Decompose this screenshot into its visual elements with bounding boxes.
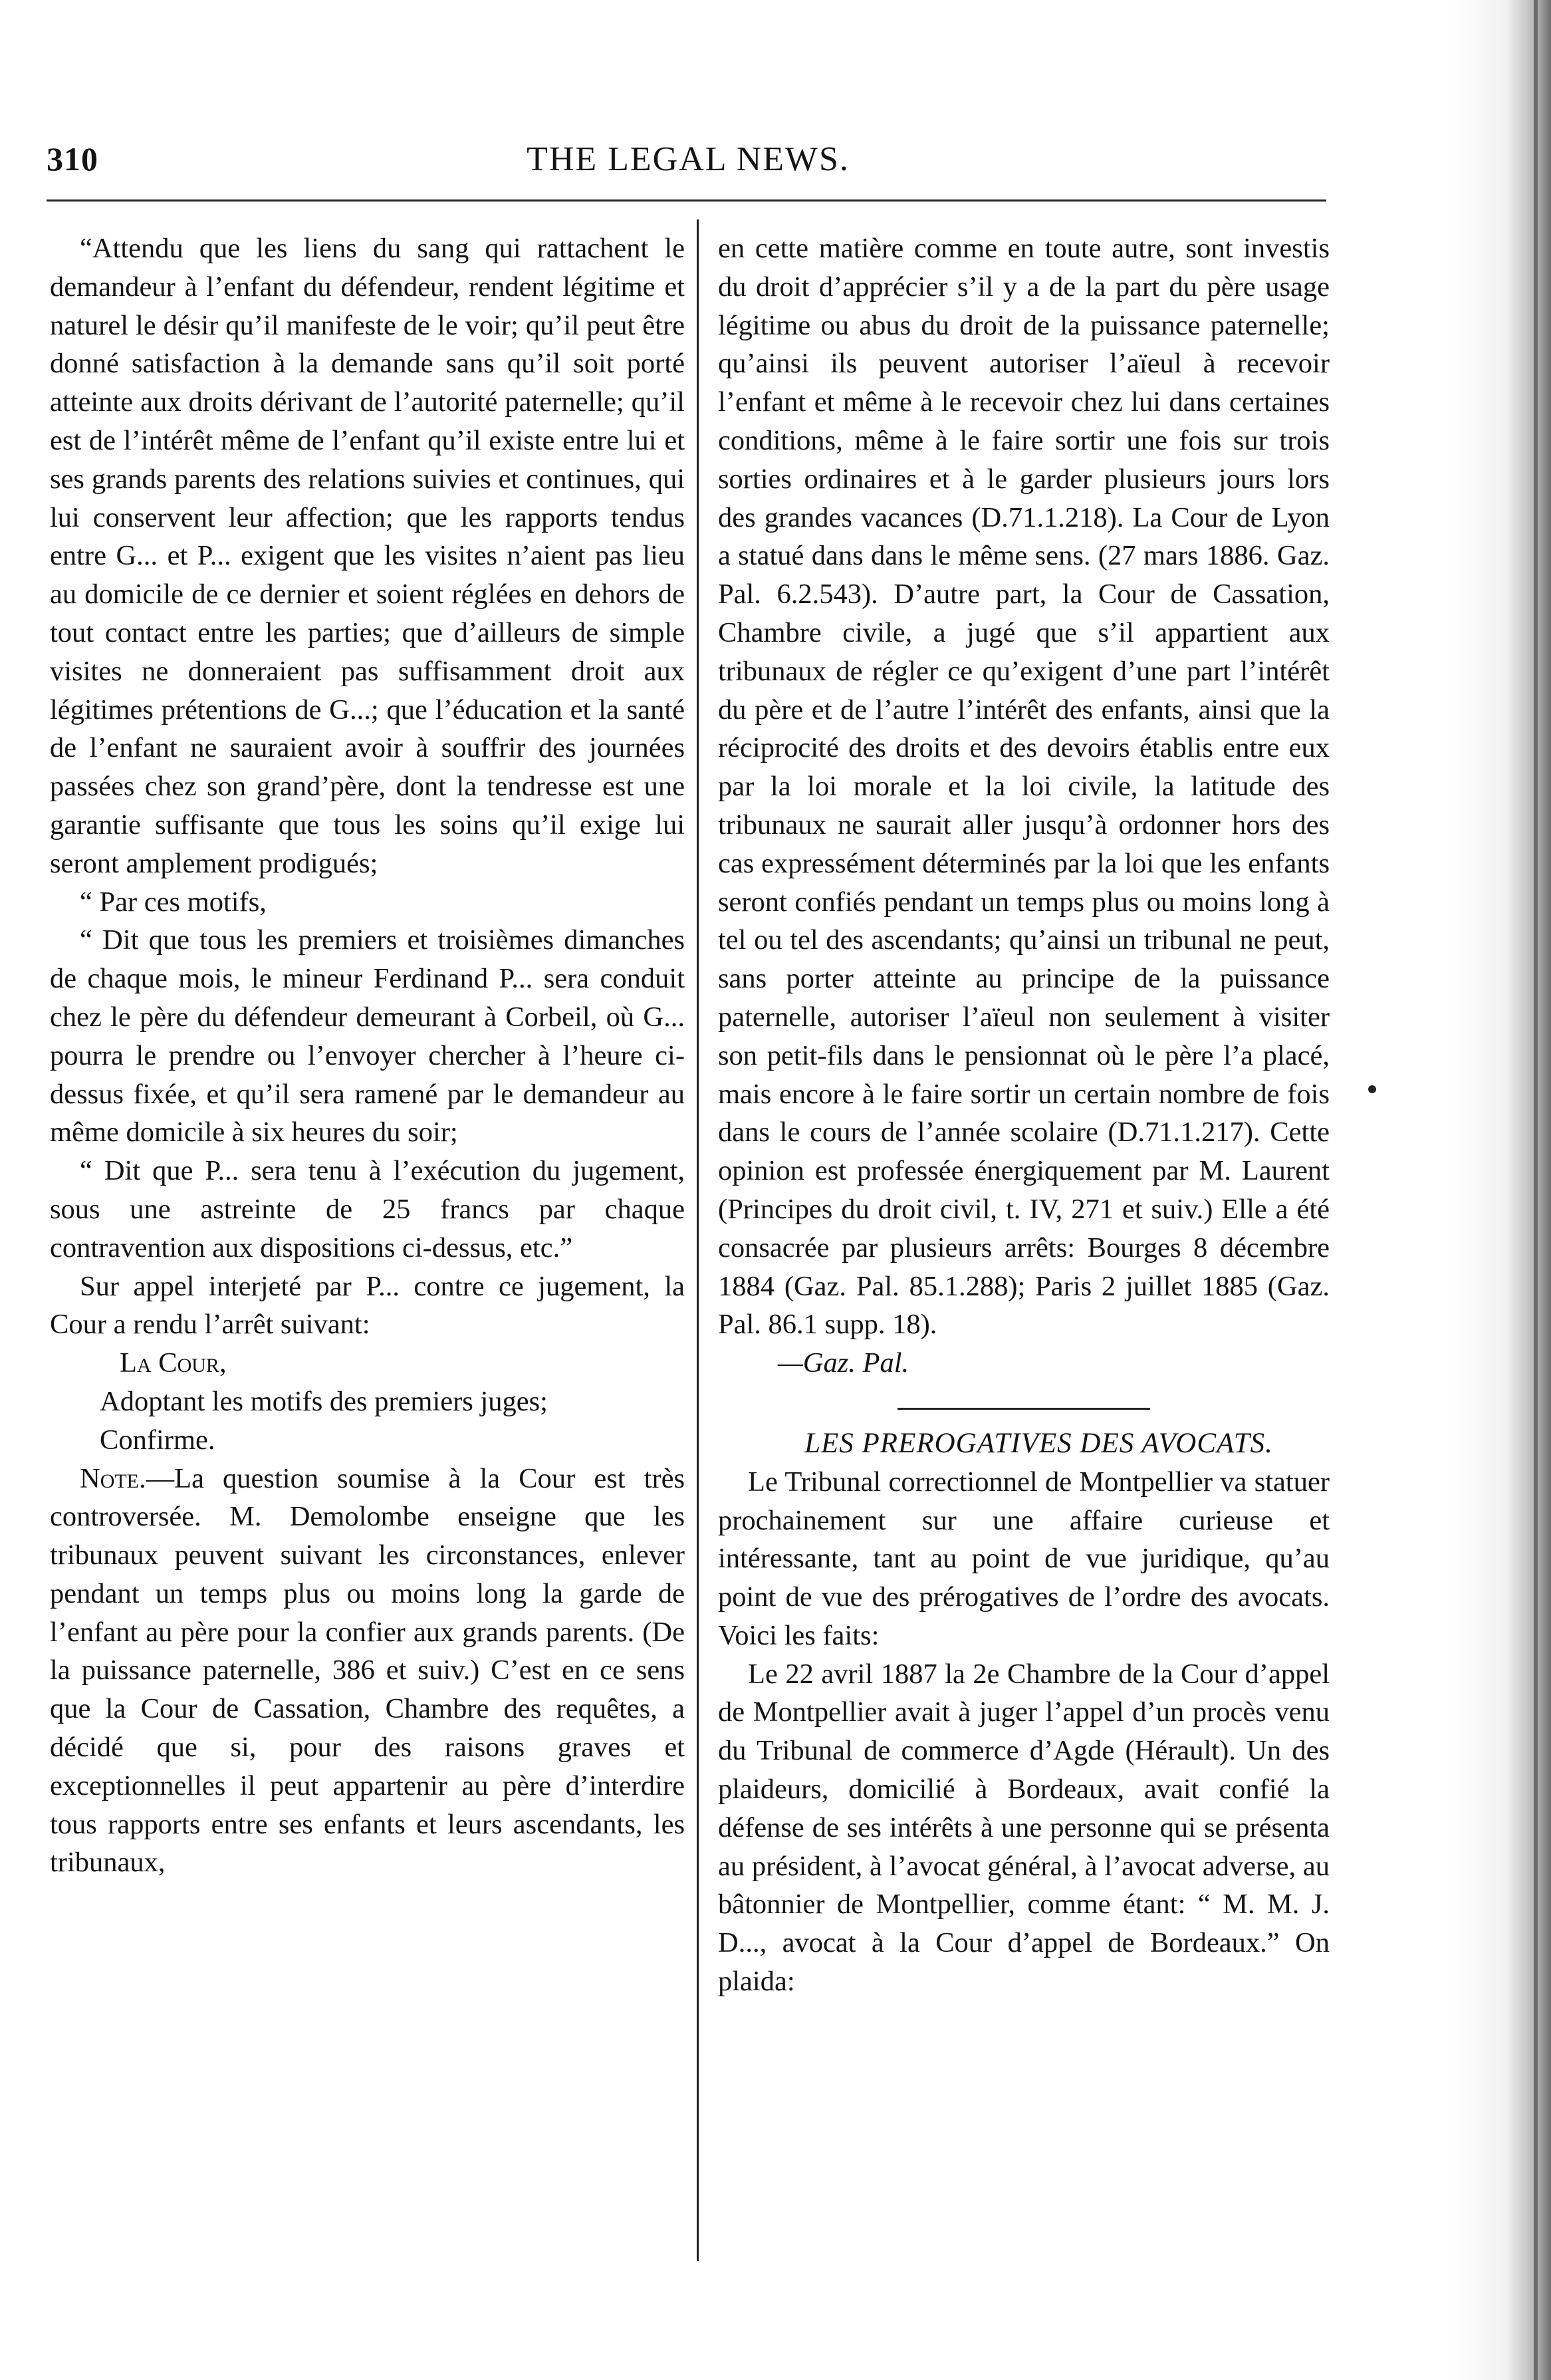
note-text: —La question soumise à la Cour est très controversée. M. Demolombe enseigne que les tribunaux peuvent suivant les circonstances, enlever pendant un temps plus ou moins long la garde de l’enfant au père pour la confier aux grands parents. (De la puissance paternelle, 386 et suiv.) C’est en ce sens que la Cour de Cassation, Chambre des requêtes, a décidé que si, pour des raisons graves et exceptionnelles il peut appartenir au père d’interdire tous rapports entre ses enfants et leurs ascendants, les tribunaux, xyxy=(50,1462,685,1879)
paragraph: Confirme. xyxy=(100,1424,215,1456)
paragraph: Le 22 avril 1887 la 2e Chambre de la Cour d’appel de Montpellier avait à juger l’appel d’un procès venu du Tribunal de commerce d’Agde (Hérault). Un des plaideurs, domicilié à Bordeaux, avait confié la défense de ses intérêts à une personne qui se présenta au président, à l’avocat général, à l’avocat adverse, au bâtonnier de Montpellier, comme étant: “ M. M. J. D..., avocat à la Cour d’appel de Bordeaux.” On plaida: xyxy=(718,1658,1330,1998)
paragraph: Adoptant les motifs des premiers juges; xyxy=(100,1385,548,1417)
paragraph: “ Dit que tous les premiers et troisièmes dimanches de chaque mois, le mineur Ferdinand P... sera conduit chez le père du défendeur demeurant à Corbeil, où G... pourra le prendre ou l’envoyer chercher à l’heure ci-dessus fixée, et qu’il sera ramené par le demandeur au même domicile à six heures du soir; xyxy=(50,924,685,1148)
note-label: Note. xyxy=(80,1462,146,1494)
paragraph: “Attendu que les liens du sang qui rattachent le demandeur à l’enfant du défendeur, rendent légitime et naturel le désir qu’il manifeste de le voir; qu’il peut être donné satisfaction à la demande sans qu’il soit porté atteinte aux droits dérivant de l’autorité paternelle; qu’il est de l’intérêt même de l’enfant qu’il existe entre lui et ses grands parents des relations suivies et continues, qui lui conservent leur affection; que les rapports tendus entre G... et P... exigent que les visites n’aient pas lieu au domicile de ce dernier et soient réglées en dehors de tout contact entre les parties; que d’ailleurs de simple visites ne donneraient pas suffisamment droit aux légitimes prétentions de G...; que l’éducation et la santé de l’enfant ne sauraient avoir à souffrir des journées passées chez son grand’père, dont la tendresse est une garantie suffisante que tous les soins qu’il exige lui seront amplement prodigués; xyxy=(50,233,685,879)
scan-edge-line xyxy=(1534,0,1538,2380)
column-divider xyxy=(697,219,699,2261)
page-number: 310 xyxy=(47,140,98,178)
page-header xyxy=(47,140,1330,186)
court-heading: La Cour, xyxy=(120,1347,227,1379)
left-column xyxy=(50,229,685,1882)
running-title: THE LEGAL NEWS. xyxy=(527,140,850,178)
scan-speck xyxy=(1368,1085,1376,1093)
paragraph: Le Tribunal correctionnel de Montpellier va statuer prochainement sur une affaire curieuse et intéressante, tant au point de vue juridique, qu’au point de vue des prérogatives de l’ordre des avocats. Voici les faits: xyxy=(718,1466,1330,1651)
paragraph: en cette matière comme en toute autre, sont investis du droit d’apprécier s’il y a de la part du père usage légitime ou abus du droit de la puissance paternelle; qu’ainsi ils peuvent autoriser l’aïeul à recevoir l’enfant et même à le recevoir chez lui dans certaines conditions, même à le faire sortir une fois sur trois sorties ordinaires et à le garder plusieurs jours lors des grandes vacances (D.71.1.218). La Cour de Lyon a statué dans dans le même sens. (27 mars 1886. Gaz. Pal. 6.2.543). D’autre part, la Cour de Cassation, Chambre civile, a jugé que s’il appartient aux tribunaux de régler ce qu’exigent d’une part l’intérêt du père et de l’autre l’intérêt des enfants, ainsi que la réciprocité des droits et des devoirs établis entre eux par la loi morale et la loi civile, la latitude des tribunaux ne saurait aller jusqu’à ordonner hors des cas expressément déterminés par la loi que les enfants seront confiés pendant un temps plus ou moins long à tel ou tel des ascendants; qu’ainsi un tribunal ne peut, sans porter atteinte au principe de la puissance paternelle, autoriser l’aïeul non seulement à visiter son petit-fils dans le pensionnat où le père l’a placé, mais encore à le faire sortir un certain nombre de fois dans le cours de l’année scolaire (D.71.1.217). Cette opinion est professée énergiquement par M. Laurent (Principes du droit civil, t. IV, 271 et suiv.) Elle a été consacrée par plusieurs arrêts: Bourges 8 décembre 1884 (Gaz. Pal. 85.1.288); Paris 2 juillet 1885 (Gaz. Pal. 86.1 supp. 18). xyxy=(718,233,1330,1341)
paragraph: “ Par ces motifs, xyxy=(80,886,267,918)
note-paragraph xyxy=(50,1460,685,1883)
right-column xyxy=(718,229,1330,2001)
paragraph: “ Dit que P... sera tenu à l’exécution du jugement, sous une astreinte de 25 francs par chaque contravention aux dispositions ci-dessus, etc.” xyxy=(50,1155,685,1263)
paragraph: Sur appel interjeté par P... contre ce jugement, la Cour a rendu l’arrêt suivant: xyxy=(50,1270,685,1341)
source-attribution: —Gaz. Pal. xyxy=(778,1347,909,1379)
section-heading: LES PREROGATIVES DES AVOCATS. xyxy=(804,1427,1273,1459)
section-divider xyxy=(897,1408,1150,1410)
header-rule xyxy=(47,199,1326,201)
